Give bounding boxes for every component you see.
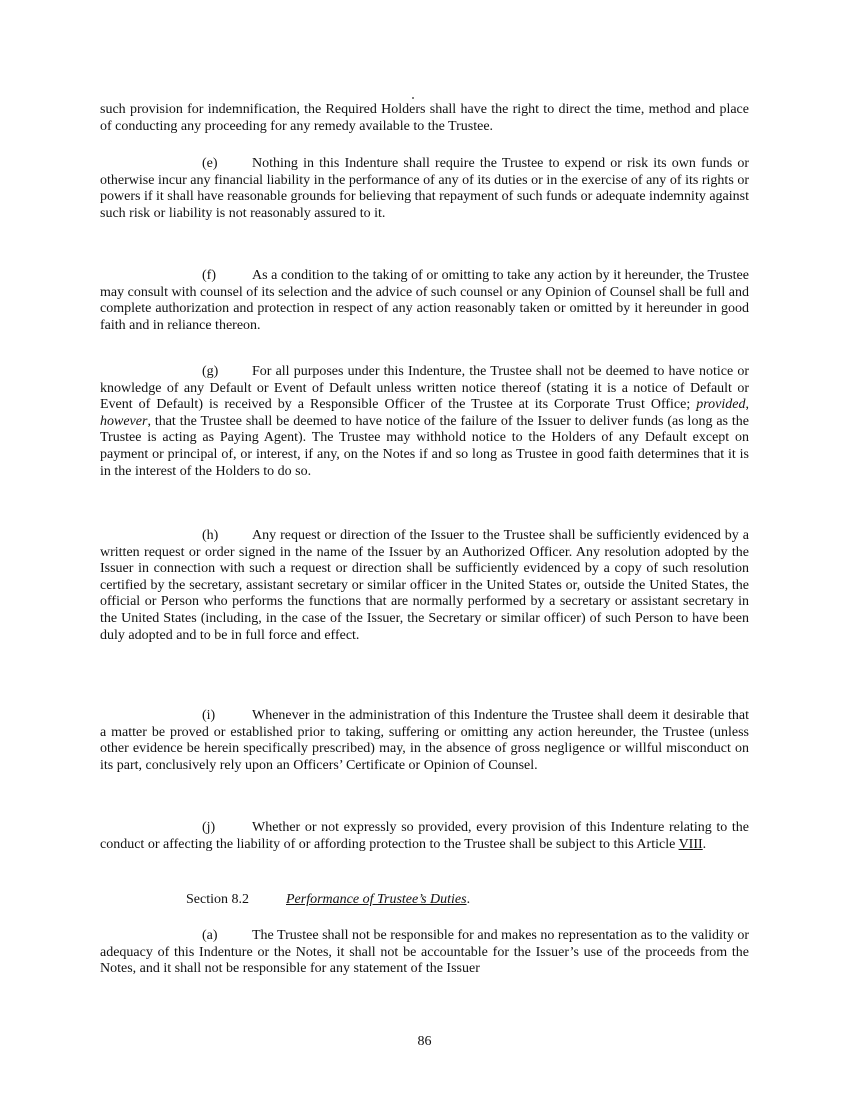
text-a: The Trustee shall not be responsible for and makes no representation as to the validity or adequacy of this Indenture or the Notes, it shall not be accountable for the Issuer’s use of the proceeds from the Notes, and it shall not be responsible for any statement of the Issuer	[100, 928, 749, 977]
paragraph-g: (g) For all purposes under this Indenture, the Trustee shall not be deemed to have notice or knowledge of any Default or Event of Default unless written notice thereof (stating it is a notice of Default or Event of Default) is received by a Responsible Officer of the Trustee at its Corporate Trust Office; provided, however, that the Trustee shall be deemed to have notice of the failure of the Issuer to deliver funds (as long as the Trustee is acting as Paying Agent). The Trustee may withhold notice to the Holders of any Default except on payment or principal of, or interest, if any, on the Notes if and so long as Trustee in good faith determines that it is in the interest of the Holders to do so.	[100, 364, 749, 479]
text-e: Nothing in this Indenture shall require the Trustee to expend or risk its own funds or otherwise incur any financial liability in the performance of any of its duties or in the exercise of any of its rights or powers if it shall have reasonable grounds for believing that repayment of such funds or adequate indemnity against such risk or liability is not reasonably assured to it.	[100, 156, 749, 221]
paragraph-f	[100, 268, 749, 334]
label-e: (e)	[202, 156, 218, 171]
text-g-after: , that the Trustee shall be deemed to have notice of the failure of the Issuer to deliver funds (as long as the Trustee is acting as Paying Agent). The Trustee may withhold notice to the Holders of any Default except on payment or principal of, or interest, if any, on the Notes if and so long as Trustee in good faith determines that it is in the interest of the Holders to do so.	[100, 413, 749, 479]
scan-speck	[412, 97, 414, 99]
paragraph-i	[100, 708, 749, 774]
label-g: (g)	[202, 364, 219, 379]
paragraph-h	[100, 528, 749, 644]
paragraph-j: (j) Whether or not expressly so provided, every provision of this Indenture relating to the conduct or affecting the liability of or affording protection to the Trustee shall be subject to this Article VIII.	[100, 820, 749, 852]
paragraph-a	[100, 928, 749, 978]
label-a: (a)	[202, 928, 218, 943]
text-g-however: however	[100, 413, 148, 429]
label-f: (f)	[202, 268, 216, 283]
article-reference: VIII	[678, 836, 703, 852]
paragraph-intro: such provision for indemnification, the Required Holders shall have the right to direct the time, method and place of conducting any proceeding for any remedy available to the Trustee.	[100, 102, 749, 134]
text-j: Whether or not expressly so provided, every provision of this Indenture relating to the conduct or affecting the liability of or affording protection to the Trustee shall be subject to this Article	[100, 820, 749, 852]
text-f: As a condition to the taking of or omitting to take any action by it hereunder, the Trustee may consult with counsel of its selection and the advice of such counsel or any Opinion of Counsel shall be full and complete authorization and protection in respect of any action reasonably taken or omitted by it hereunder in good faith and in reliance thereon.	[100, 268, 749, 333]
label-j: (j)	[202, 820, 216, 835]
text-g-provided: provided	[696, 397, 746, 413]
page-number: 86	[417, 1034, 432, 1049]
section-title: Performance of Trustee’s Duties	[286, 892, 467, 907]
paragraph-e	[100, 156, 749, 222]
text-i: Whenever in the administration of this Indenture the Trustee shall deem it desirable that a matter be proved or established prior to taking, suffering or omitting any action hereunder, the Trustee (unless other evidence be herein specifically prescribed) may, in the absence of gross negligence or willful misconduct on its part, conclusively rely upon an Officers’ Certificate or Opinion of Counsel.	[100, 708, 749, 773]
label-h: (h)	[202, 528, 219, 543]
label-i: (i)	[202, 708, 216, 723]
section-heading: Section 8.2 Performance of Trustee’s Duties.	[186, 892, 471, 907]
section-number: Section 8.2	[186, 892, 249, 907]
text-h: Any request or direction of the Issuer to the Trustee shall be sufficiently evidenced by a written request or order signed in the name of the Issuer by an Authorized Officer. Any resolution adopted by the Issuer in connection with such a request or direction shall be sufficiently evidenced by a copy of such resolution certified by the secretary, assistant secretary or similar officer in the United States or, outside the United States, the official or Person who performs the functions that are normally performed by a secretary or assistant secretary in the United States (including, in the case of the Issuer, the Secretary or similar officer) of such Person to have been duly adopted and to be in full force and effect.	[100, 528, 749, 643]
text-g-before: For all purposes under this Indenture, the Trustee shall not be deemed to have notice or knowledge of any Default or Event of Default unless written notice thereof (stating it is a notice of Default or Event of Default) is received by a Responsible Officer of the Trustee at its Corporate Trust Office;	[100, 364, 749, 413]
